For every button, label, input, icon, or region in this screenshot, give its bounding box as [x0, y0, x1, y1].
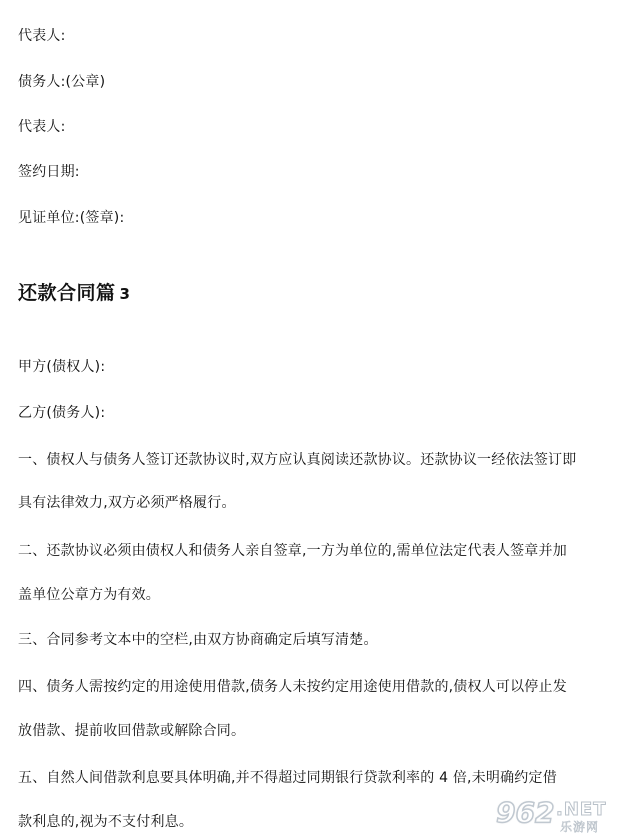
clause-2-line-1: 二、还款协议必须由债权人和债务人亲自签章,一方为单位的,需单位法定代表人签章并加 [18, 543, 567, 559]
representative-line: 代表人: [18, 28, 66, 44]
watermark-number: 962 [496, 796, 555, 829]
clause-1-line-2: 具有法律效力,双方必须严格履行。 [18, 495, 236, 511]
clause-4-line-2: 放借款、提前收回借款或解除合同。 [18, 723, 246, 739]
watermark-site-name: 乐游网 [560, 820, 600, 834]
section-heading [18, 280, 130, 307]
debtor-seal-line: 债务人:(公章) [18, 74, 106, 90]
signing-date-line: 签约日期: [18, 164, 80, 180]
party-b-line: 乙方(债务人): [18, 405, 106, 421]
clause-4-line-1: 四、债务人需按约定的用途使用借款,债务人未按约定用途使用借款的,债权人可以停止发 [18, 679, 567, 695]
section-heading-title: 还款合同篇 [18, 282, 116, 304]
clause-2-line-2: 盖单位公章方为有效。 [18, 587, 160, 603]
clause-5-line-1: 五、自然人间借款利息要具体明确,并不得超过同期银行贷款利率的 4 倍,未明确约定借 [18, 770, 557, 786]
clause-3-line-1: 三、合同参考文本中的空栏,由双方协商确定后填写清楚。 [18, 632, 378, 648]
watermark-logo [494, 798, 626, 838]
section-heading-number: 3 [119, 285, 131, 303]
clause-5-line-2: 款利息的,视为不支付利息。 [18, 814, 194, 830]
watermark-domain: .NET [556, 799, 607, 820]
clause-1-line-1: 一、债权人与债务人签订还款协议时,双方应认真阅读还款协议。还款协议一经依法签订即 [18, 452, 577, 468]
representative-line-2: 代表人: [18, 119, 66, 135]
party-a-line: 甲方(债权人): [18, 359, 106, 375]
witness-unit-line: 见证单位:(签章): [18, 210, 125, 226]
